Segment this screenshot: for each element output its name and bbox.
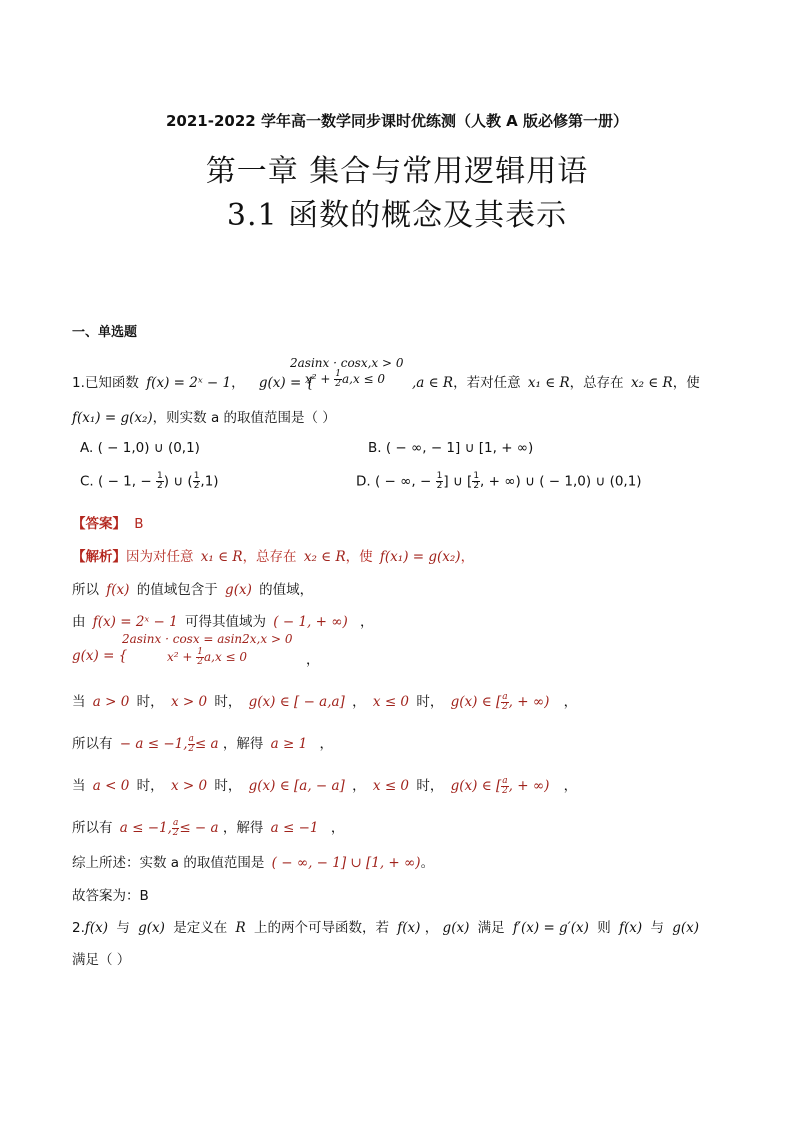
q1-analysis-g-cases (122, 632, 292, 667)
section-title: 3.1 函数的概念及其表示 (226, 198, 568, 233)
q1-analysis-line7: 当 a < 0 时， x > 0 时， g(x) ∈ [a, − a] ， x ≤ 0 时， g(x) ∈ [ $\frac{a}{2}$ , + ∞) ， (72, 776, 578, 796)
q1-analysis-line9: 综上所述：实数 a 的取值范围是 ( − ∞, − 1] ∪ [1, + ∞)。 (72, 855, 435, 871)
q1-case2: x² + $\frac{1}{2}$ a,x ≤ 0 (305, 369, 386, 389)
document-subtitle: 2021-2022 学年高一数学同步课时优练测（人教 A 版必修第一册） (166, 112, 628, 130)
q1-stem-line2: f(x₁) = g(x₂)，则实数 a 的取值范围是（ ） (72, 410, 336, 426)
q1-stem-line1: 1.已知函数 f(x) = 2ˣ − 1， g(x) = { (72, 375, 315, 391)
q1-stem-line1b: ,a ∈ R，若对任意 x₁ ∈ R，总存在 x₂ ∈ R，使 (412, 375, 700, 391)
q1-option-d: D. ( − ∞, − $\frac{1}{2}$ ] ∪ [ $\frac{1}{2}$ , + ∞) ∪ ( − 1,0) ∪ (0,1) (356, 471, 642, 491)
q1-answer: 【答案】 B (72, 516, 144, 532)
chapter-title: 第一章 集合与常用逻辑用语 (205, 154, 589, 189)
q1-option-b: B. ( − ∞, − 1] ∪ [1, + ∞) (368, 440, 534, 456)
analysis-g-case2: x² + $\frac{1}{2}$ a,x ≤ 0 (167, 647, 248, 667)
q2-stem-line2: 满足（ ） (72, 952, 131, 968)
analysis-g-case1: 2asinx · cosx = asin2x,x > 0 (122, 632, 293, 646)
q2-stem-line1: 2.f(x) 与 g(x) 是定义在 R 上的两个可导函数，若 f(x) ， g(x) 满足 f′(x) = g′(x) 则 f(x) 与 g(x) (72, 920, 700, 936)
q1-analysis-line5: 当 a > 0 时， x > 0 时， g(x) ∈ [ − a,a] ， x ≤ 0 时， g(x) ∈ [ $\frac{a}{2}$ , + ∞) ， (72, 692, 578, 712)
q1-analysis-line8: 所以有 a ≤ −1, $\frac{a}{2}$ ≤ − a ，解得 a ≤ −1 ， (72, 818, 345, 838)
q1-analysis-line10: 故答案为：B (72, 888, 149, 904)
section-label: 一、单选题 (72, 325, 138, 340)
q1-analysis-line3: 由 f(x) = 2ˣ − 1 可得其值域为 ( − 1, + ∞) ， (72, 614, 374, 630)
q1-option-c: C. ( − 1, − $\frac{1}{2}$ ) ∪ ( $\frac{1}{2}$ ,1) (80, 471, 219, 491)
q1-analysis-line1: 【解析】因为对任意 x₁ ∈ R，总存在 x₂ ∈ R，使 f(x₁) = g(x₂)， (72, 549, 475, 565)
q1-case1: 2asinx · cosx,x > 0 (290, 356, 404, 370)
q1-option-a: A. ( − 1,0) ∪ (0,1) (80, 440, 200, 456)
q1-analysis-g-tail: ， (306, 652, 320, 668)
q1-analysis-line2: 所以 f(x) 的值域包含于 g(x) 的值域， (72, 582, 314, 598)
q1-analysis-g-lhs: g(x) = { (72, 648, 128, 664)
q1-analysis-line6: 所以有 − a ≤ −1, $\frac{a}{2}$ ≤ a ，解得 a ≥ 1 ， (72, 734, 334, 754)
